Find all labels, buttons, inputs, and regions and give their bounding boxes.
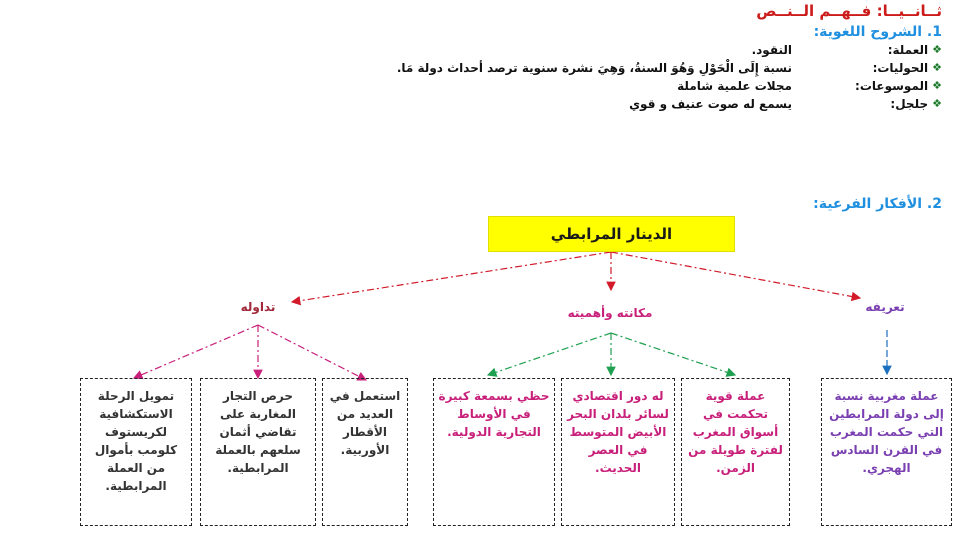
diagram-root-box: الدينار المرابطي [488, 216, 735, 252]
leaf-circulation-3: تمويل الرحلة الاستكشافية لكريستوف كلومب بأموال من العملة المرابطية. [80, 378, 192, 526]
glossary-term-label: جلجل: [890, 97, 929, 111]
branch-importance: مكانته وأهميته [567, 306, 653, 320]
leaf-importance-1: عملة قوية تحكمت في أسواق المغرب لفترة طويلة من الزمن. [681, 378, 790, 526]
connector-root-definition [611, 252, 860, 298]
glossary-definition: يسمع له صوت عنيف و قوي [629, 97, 792, 111]
glossary-term [792, 60, 942, 76]
connector-circulation-leaf-3 [134, 325, 258, 378]
connector-importance-leaf-3 [488, 333, 611, 375]
connector-circulation-leaf-1 [258, 325, 366, 380]
leaf-importance-3: حظي بسمعة كبيرة في الأوساط التجارية الدولية. [433, 378, 555, 526]
diamond-bullet-icon: ❖ [932, 97, 942, 110]
glossary-term [792, 42, 942, 58]
section-ideas-title: 2. الأفكار الفرعية: [813, 196, 942, 212]
glossary-term [792, 78, 942, 94]
branch-circulation: تداوله [240, 300, 276, 314]
glossary-row [302, 60, 942, 76]
connector-root-circulation [292, 252, 611, 302]
glossary-row [302, 42, 942, 58]
glossary-term-label: الموسوعات: [855, 79, 929, 93]
glossary-term-label: الحوليات: [872, 61, 929, 75]
glossary-definition: مجلات علمية شاملة [677, 79, 792, 93]
section-vocabulary-title: 1. الشروح اللغوية: [813, 24, 942, 40]
glossary-term [792, 96, 942, 112]
diamond-bullet-icon: ❖ [932, 43, 942, 56]
glossary-row [302, 78, 942, 94]
main-title: ثــانــيــا: فــهــم الــنــص [756, 2, 942, 20]
connector-importance-leaf-1 [611, 333, 735, 375]
diamond-bullet-icon: ❖ [932, 79, 942, 92]
leaf-circulation-2: حرص التجار المغاربة على تقاضي أثمان سلعهم بالعملة المرابطية. [200, 378, 316, 526]
leaf-circulation-1: استعمل في العديد من الأقطار الأوربية. [322, 378, 408, 526]
glossary-definition: نسبة إِلَى الْحَوْلِ وَهُوَ السنةُ، وَهِيَ نشرة سنوية ترصد أحداث دولة مَا. [396, 61, 792, 75]
glossary-row [302, 96, 942, 112]
leaf-importance-2: له دور اقتصادي لسائر بلدان البحر الأبيض المتوسط في العصر الحديث. [561, 378, 675, 526]
glossary-term-label: العملة: [887, 43, 929, 57]
leaf-definition: عملة مغربية نسبة إلى دولة المرابطين التي حكمت المغرب في القرن السادس الهجري. [821, 378, 952, 526]
glossary-definition: النقود. [751, 43, 792, 57]
diamond-bullet-icon: ❖ [932, 61, 942, 74]
branch-definition: تعريفه [865, 300, 905, 314]
